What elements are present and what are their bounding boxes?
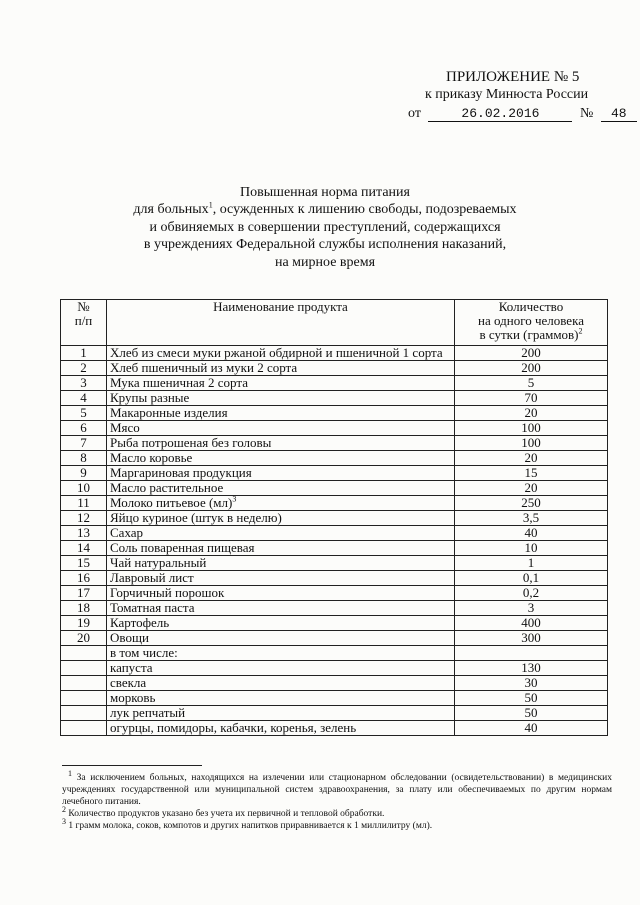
quantity-value: 50: [455, 706, 608, 721]
quantity-value: 40: [455, 721, 608, 736]
row-number: 9: [61, 466, 107, 481]
row-number: [61, 691, 107, 706]
table-row: [61, 601, 608, 616]
table-row: [61, 676, 608, 691]
table-row: [61, 421, 608, 436]
title-line-4: в учреждениях Федеральной службы исполнения наказаний,: [143, 237, 507, 253]
title-line-2: для больных$^1$, осужденных к лишению свободы, подозреваемых: [133, 200, 517, 218]
row-number: 17: [61, 586, 107, 601]
product-name: Хлеб из смеси муки ржаной обдирной и пшеничной 1 сорта: [107, 346, 455, 361]
quantity-value: 200: [455, 361, 608, 376]
order-number: 48: [601, 107, 637, 122]
row-number: 8: [61, 451, 107, 466]
product-name: Сахар: [107, 526, 455, 541]
table-row: [61, 586, 608, 601]
number-prefix: №: [579, 106, 594, 121]
quantity-value: 15: [455, 466, 608, 481]
row-number: 12: [61, 511, 107, 526]
table-header-row: [61, 300, 608, 346]
quantity-value: 20: [455, 451, 608, 466]
footnote-3: $^3$ 1 грамм молока, соков, компотов и других напитков приравнивается к 1 миллилитру (мл).: [62, 816, 433, 831]
product-name: Чай натуральный: [107, 556, 455, 571]
table-row: [61, 346, 608, 361]
order-reference: к приказу Минюста России: [425, 87, 589, 102]
footnotes: [62, 768, 612, 832]
row-number: [61, 661, 107, 676]
row-number: 7: [61, 436, 107, 451]
product-name: Масло коровье: [107, 451, 455, 466]
title-line-1: Повышенная норма питания: [240, 185, 410, 200]
header-quantity: Количество на одного человека в сутки (граммов)$^2$: [455, 300, 608, 346]
product-name: Мясо: [107, 421, 455, 436]
row-number: 5: [61, 406, 107, 421]
table-row: [61, 496, 608, 511]
product-name: Масло растительное: [107, 481, 455, 496]
table-row: [61, 361, 608, 376]
product-name: в том числе:: [107, 646, 455, 661]
row-number: 18: [61, 601, 107, 616]
header-product-name: Наименование продукта: [107, 300, 455, 346]
product-name: Лавровый лист: [107, 571, 455, 586]
table-row: [61, 526, 608, 541]
row-number: 15: [61, 556, 107, 571]
order-date-line: [408, 107, 637, 122]
row-number: 19: [61, 616, 107, 631]
quantity-value: 30: [455, 676, 608, 691]
header-number: № п/п: [61, 300, 107, 346]
row-number: [61, 646, 107, 661]
table-row: [61, 376, 608, 391]
quantity-value: 3,5: [455, 511, 608, 526]
table-row: [61, 436, 608, 451]
table-row: [61, 406, 608, 421]
row-number: 13: [61, 526, 107, 541]
product-name: свекла: [107, 676, 455, 691]
product-name: Яйцо куриное (штук в неделю): [107, 511, 455, 526]
product-name: огурцы, помидоры, кабачки, коренья, зелень: [107, 721, 455, 736]
quantity-value: 70: [455, 391, 608, 406]
quantity-value: 250: [455, 496, 608, 511]
table-row: [61, 706, 608, 721]
product-name: Макаронные изделия: [107, 406, 455, 421]
table-row: [61, 391, 608, 406]
date-prefix: от: [408, 106, 421, 121]
table-row: [61, 556, 608, 571]
table-row: [61, 721, 608, 736]
quantity-value: 0,1: [455, 571, 608, 586]
footnote-ref: 3: [232, 495, 237, 504]
product-name: Овощи: [107, 631, 455, 646]
quantity-value: 10: [455, 541, 608, 556]
quantity-value: 20: [455, 406, 608, 421]
row-number: [61, 676, 107, 691]
quantity-value: 200: [455, 346, 608, 361]
product-name: Крупы разные: [107, 391, 455, 406]
product-name: морковь: [107, 691, 455, 706]
row-number: 1: [61, 346, 107, 361]
quantity-value: 130: [455, 661, 608, 676]
product-name: Хлеб пшеничный из муки 2 сорта: [107, 361, 455, 376]
table-row: [61, 571, 608, 586]
quantity-value: 0,2: [455, 586, 608, 601]
quantity-value: 300: [455, 631, 608, 646]
product-name: Маргариновая продукция: [107, 466, 455, 481]
product-name: Томатная паста: [107, 601, 455, 616]
table-row: [61, 616, 608, 631]
quantity-value: 50: [455, 691, 608, 706]
row-number: 20: [61, 631, 107, 646]
row-number: 2: [61, 361, 107, 376]
quantity-value: [455, 646, 608, 661]
product-name: Картофель: [107, 616, 455, 631]
row-number: 6: [61, 421, 107, 436]
quantity-value: 40: [455, 526, 608, 541]
table-row: [61, 631, 608, 646]
footnote-ref: 1: [208, 200, 213, 210]
quantity-value: 20: [455, 481, 608, 496]
product-name: Молоко питьевое (мл)$^3$: [107, 496, 455, 511]
quantity-value: 400: [455, 616, 608, 631]
row-number: 10: [61, 481, 107, 496]
table-row: [61, 451, 608, 466]
row-number: [61, 721, 107, 736]
product-name: Мука пшеничная 2 сорта: [107, 376, 455, 391]
quantity-value: 3: [455, 601, 608, 616]
order-date: 26.02.2016: [428, 107, 572, 122]
footnote-separator: [62, 765, 202, 766]
row-number: 16: [61, 571, 107, 586]
appendix-title: ПРИЛОЖЕНИЕ № 5: [446, 69, 580, 85]
title-line-5: на мирное время: [274, 254, 376, 270]
footnote-1: $^1$ За исключением больных, находящихся на излечении или стационарном обследовании (освидетельствовании) в медицинских учреждениях государственной или муниципальной систем здравоохранения, за плату или обеспечиваемых по другим нормам лечебного питания.: [62, 768, 612, 807]
product-name: Рыба потрошеная без головы: [107, 436, 455, 451]
table-row: [61, 661, 608, 676]
table-row: [61, 481, 608, 496]
table-row: [61, 466, 608, 481]
quantity-value: 100: [455, 436, 608, 451]
row-number: 3: [61, 376, 107, 391]
quantity-value: 1: [455, 556, 608, 571]
table-row: [61, 541, 608, 556]
product-name: Горчичный порошок: [107, 586, 455, 601]
title-line-3: и обвиняемых в совершении преступлений, содержащихся: [149, 219, 501, 235]
table-row: [61, 511, 608, 526]
footnote-2: $^2$ Количество продуктов указано без учета их первичной и тепловой обработки.: [62, 804, 385, 819]
document-title: [100, 184, 550, 271]
product-name: капуста: [107, 661, 455, 676]
product-name: Соль поваренная пищевая: [107, 541, 455, 556]
table-row: [61, 646, 608, 661]
row-number: 11: [61, 496, 107, 511]
nutrition-norm-table: [60, 299, 608, 736]
row-number: [61, 706, 107, 721]
quantity-value: 5: [455, 376, 608, 391]
row-number: 14: [61, 541, 107, 556]
row-number: 4: [61, 391, 107, 406]
quantity-value: 100: [455, 421, 608, 436]
table-row: [61, 691, 608, 706]
product-name: лук репчатый: [107, 706, 455, 721]
